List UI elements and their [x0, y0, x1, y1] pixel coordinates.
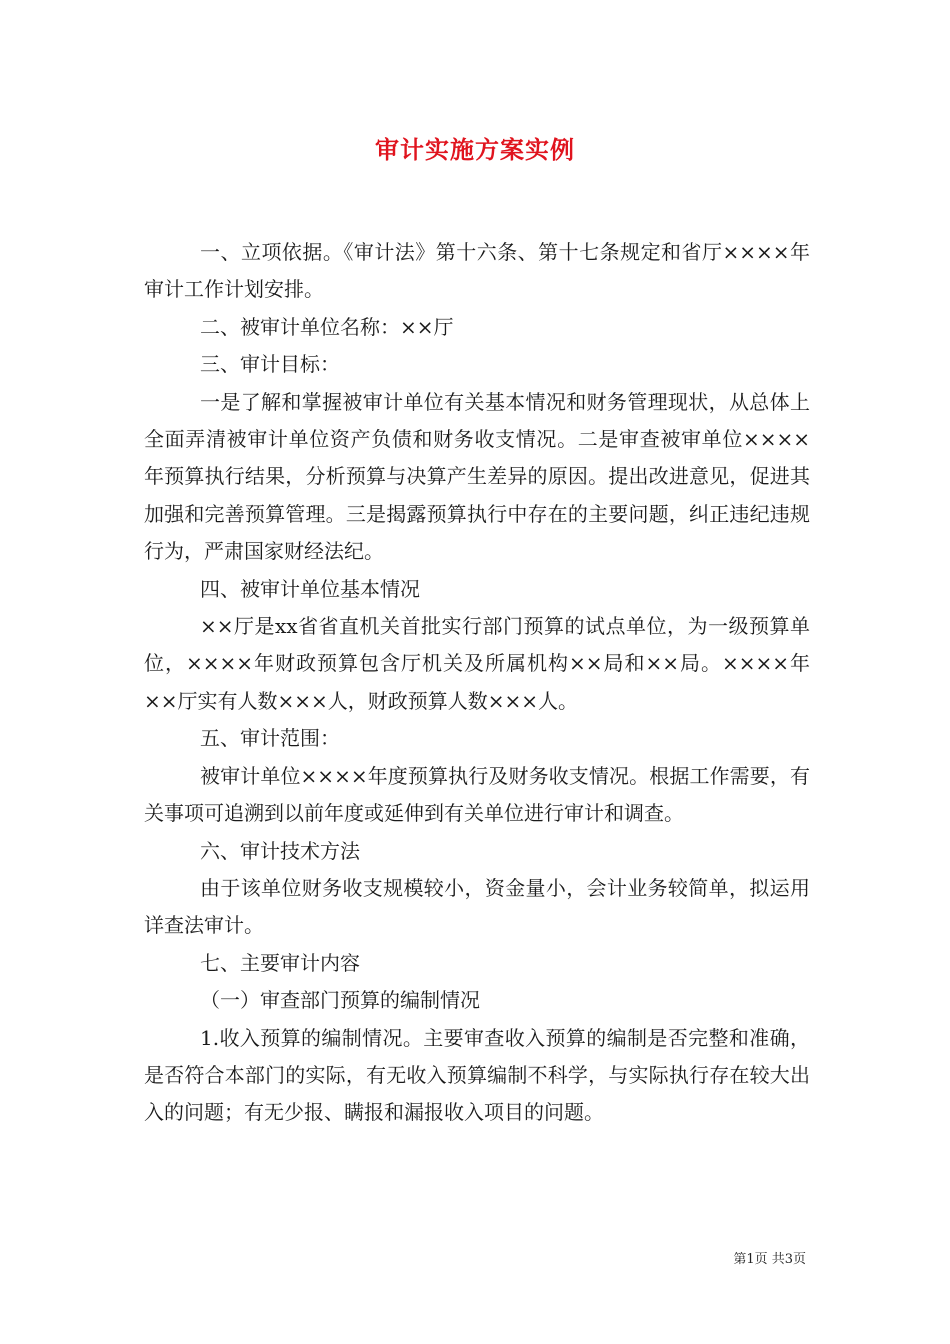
paragraph-basic-info: ××厅是xx省省直机关首批实行部门预算的试点单位，为一级预算单位，××××年财政预算包含厅机关及所属机构××局和××局。××××年××厅实有人数×××人，财政预算人数×××人。 — [144, 614, 810, 713]
document-title: 审计实施方案实例 — [375, 135, 575, 164]
paragraph-method: 由于该单位财务收支规模较小，资金量小，会计业务较简单，拟运用详查法审计。 — [144, 875, 810, 938]
paragraph-audit-goal-heading: 三、审计目标： — [200, 352, 340, 377]
document-body — [144, 234, 810, 1132]
paragraph-method-heading: 六、审计技术方法 — [200, 838, 360, 863]
paragraph-content-heading: 七、主要审计内容 — [200, 950, 360, 975]
page-number: 第1页 共3页 — [733, 1252, 806, 1267]
paragraph-scope-heading: 五、审计范围： — [200, 726, 340, 751]
paragraph-audited-unit: 二、被审计单位名称：××厅 — [200, 314, 454, 339]
paragraph-scope: 被审计单位××××年度预算执行及财务收支情况。根据工作需要，有关事项可追溯到以前年度或延伸到有关单位进行审计和调查。 — [144, 763, 810, 826]
paragraph-basic-info-heading: 四、被审计单位基本情况 — [200, 576, 420, 601]
paragraph-basis: 一、立项依据。《审计法》第十六条、第十七条规定和省厅××××年审计工作计划安排。 — [144, 240, 810, 302]
paragraph-content-subheading: （一）审查部门预算的编制情况 — [200, 988, 480, 1013]
paragraph-income-budget: 1.收入预算的编制情况。主要审查收入预算的编制是否完整和准确，是否符合本部门的实际，有无收入预算编制不科学，与实际执行存在较大出入的问题；有无少报、瞒报和漏报收入项目的问题。 — [144, 1025, 810, 1125]
paragraph-audit-goal: 一是了解和掌握被审计单位有关基本情况和财务管理现状，从总体上全面弄清被审计单位资产负债和财务收支情况。二是审查被审单位××××年预算执行结果，分析预算与决算产生差异的原因。提出改进意见，促进其加强和完善预算管理。三是揭露预算执行中存在的主要问题，纠正违纪违规行为，严肃国家财经法纪。 — [144, 389, 810, 564]
